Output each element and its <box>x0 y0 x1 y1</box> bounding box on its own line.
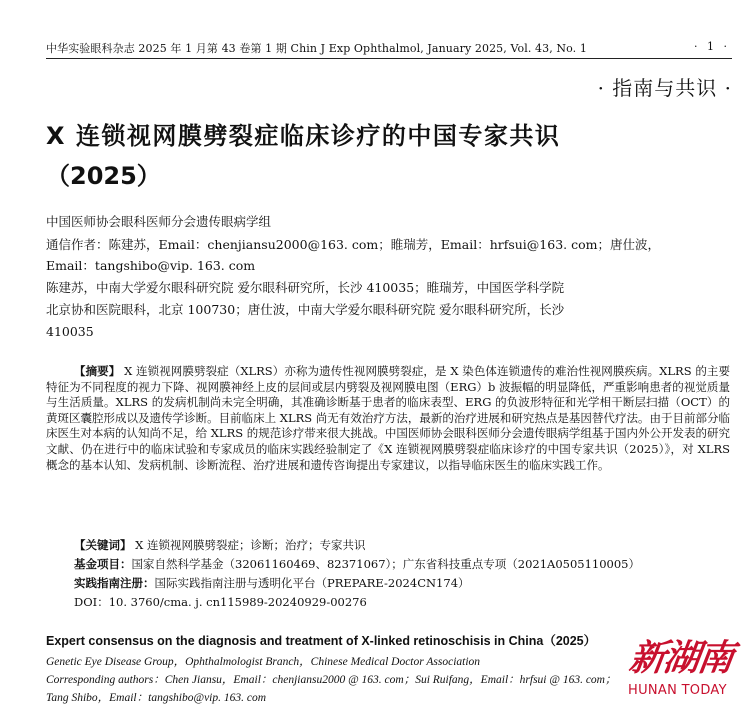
institutions-line3: 410035 <box>46 324 94 339</box>
funding-line <box>74 556 640 572</box>
keywords-line <box>74 537 366 553</box>
section-label: · 指南与共识 · <box>597 76 732 100</box>
watermark-english: HUNAN TODAY <box>628 683 727 698</box>
english-correspondence-line1: Corresponding authors：Chen Jiansu，Email：chenjiansu2000 @ 163. com；Sui Ruifang，Email：hrfsui @ 163. com； <box>46 674 617 686</box>
hunan-today-watermark <box>626 630 741 702</box>
keywords-text: X 连锁视网膜劈裂症；诊断；治疗；专家共识 <box>135 538 366 552</box>
funding-label: 基金项目： <box>74 557 132 571</box>
page-number: · 1 · <box>694 40 730 53</box>
journal-header: 中华实验眼科杂志 2025 年 1 月第 43 卷第 1 期 Chin J Exp Ophthalmol, January 2025, Vol. 43, No. 1 <box>46 42 587 55</box>
registration-text: 国际实践指南注册与透明化平台（PREPARE-2024CN174） <box>154 576 470 590</box>
article-title-line2: （2025） <box>46 162 161 190</box>
funding-text: 国家自然科学基金（32061160469、82371067）；广东省科技重点专项（2021A0505110005） <box>131 557 641 571</box>
keywords-label: 【关键词】 <box>74 538 132 552</box>
institutions-line1: 陈建苏，中南大学爱尔眼科研究院 爱尔眼科研究所，长沙 410035；睢瑞芳，中国医学科学院 <box>46 280 565 295</box>
institutions-line2: 北京协和医院眼科，北京 100730；唐仕波，中南大学爱尔眼科研究院 爱尔眼科研究所，长沙 <box>46 302 565 317</box>
abstract-label: 【摘要】 <box>74 364 121 378</box>
english-title: Expert consensus on the diagnosis and treatment of X-linked retinoschisis in China（2025） <box>46 634 597 648</box>
author-group: 中国医师协会眼科医师分会遗传眼病学组 <box>46 214 272 229</box>
registration-line <box>74 575 470 591</box>
watermark-chinese: 新湖南 <box>626 637 735 679</box>
english-group: Genetic Eye Disease Group，Ophthalmologist Branch，Chinese Medical Doctor Association <box>46 656 481 668</box>
correspondence-line1: 通信作者：陈建苏，Email：chenjiansu2000@163. com；睢瑞芳，Email：hrfsui@163. com；唐仕波， <box>46 237 660 252</box>
english-correspondence-line2: Tang Shibo，Email：tangshibo@vip. 163. com <box>46 692 267 704</box>
abstract-text: X 连锁视网膜劈裂症（XLRS）亦称为遗传性视网膜劈裂症，是 X 染色体连锁遗传的难治性视网膜疾病。XLRS 的主要特征为不同程度的视力下降、视网膜神经上皮的层间或层内劈裂及视网膜电图（ERG）b 波振幅的明显降低，严重影响患者的视觉质量与生活质量。XLRS 的发病机制尚未完全明确，其准确诊断基于患者的临床表型、ERG 的负波形特征和光学相干断层扫描（OCT）的黄斑区囊腔形成以及遗传学诊断。目前临床上 XLRS 尚无有效治疗方法，最新的治疗进展和研究热点是基因替代疗法。由于目前部分临床医生对本病的认知尚不足，给 XLRS 的规范诊疗带来很大挑战。中国医师协会眼科医师分会遗传眼病学组基于国内外公开发表的研究文献、仍在进行中的临床试验和专家成员的临床实践经验制定了《X 连锁视网膜劈裂症临床诊疗的中国专家共识（2025）》，对 XLRS 概念的基本认知、发病机制、诊断流程、治疗进展和遗传咨询提出专家建议，以指导临床医生的临床实践工作。 <box>46 364 731 472</box>
abstract-block <box>46 364 730 473</box>
header-rule <box>46 58 732 59</box>
doi-line: DOI：10. 3760/cma. j. cn115989-20240929-00276 <box>74 595 367 609</box>
article-title-line1: X 连锁视网膜劈裂症临床诊疗的中国专家共识 <box>46 122 561 150</box>
registration-label: 实践指南注册： <box>74 576 155 590</box>
correspondence-line2: Email：tangshibo@vip. 163. com <box>46 258 256 273</box>
